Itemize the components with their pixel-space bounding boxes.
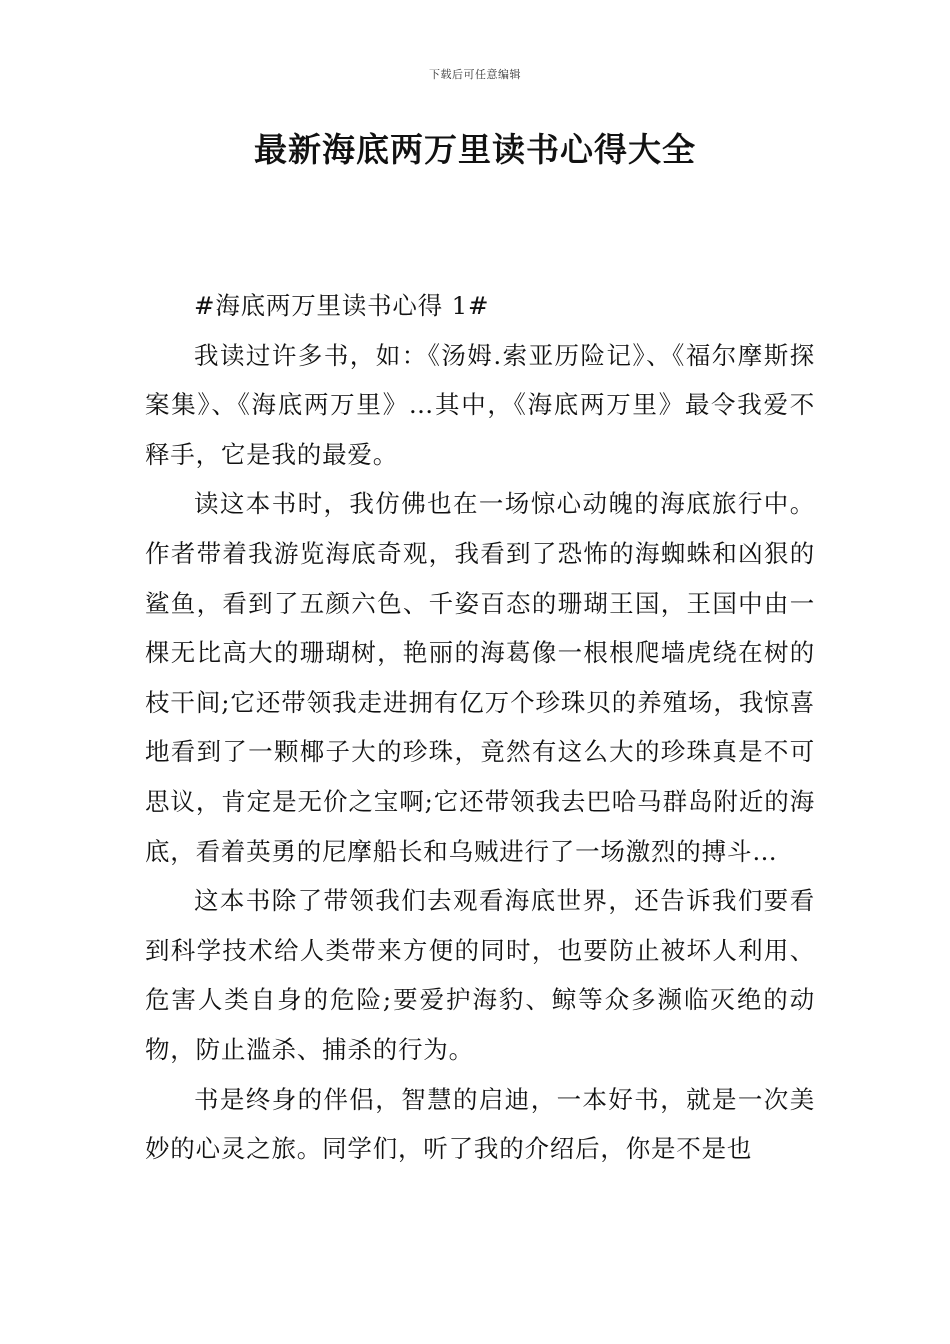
- document-body: [145, 281, 815, 1174]
- paragraph: 我读过许多书，如：《汤姆.索亚历险记》、《福尔摩斯探案集》、《海底两万里》…其中，《海底两万里》最令我爱不释手，它是我的最爱。: [145, 340, 815, 469]
- document-title: 最新海底两万里读书心得大全: [254, 130, 696, 169]
- paragraph: 读这本书时，我仿佛也在一场惊心动魄的海底旅行中。作者带着我游览海底奇观，我看到了恐怖的海蜘蛛和凶狠的鲨鱼，看到了五颜六色、千姿百态的珊瑚王国，王国中由一棵无比高大的珊瑚树，艳丽的海葛像一根根爬墙虎绕在树的枝干间;它还带领我走进拥有亿万个珍珠贝的养殖场，我惊喜地看到了一颗椰子大的珍珠，竟然有这么大的珍珠真是不可思议，肯定是无价之宝啊;它还带领我去巴哈马群岛附近的海底，看着英勇的尼摩船长和乌贼进行了一场激烈的搏斗…: [145, 489, 815, 866]
- header-note: 下载后可任意编辑: [429, 68, 521, 81]
- paragraph: 书是终身的伴侣，智慧的启迪，一本好书，就是一次美妙的心灵之旅。同学们，听了我的介绍后，你是不是也: [145, 1084, 815, 1164]
- paragraph: 这本书除了带领我们去观看海底世界，还告诉我们要看到科学技术给人类带来方便的同时，也要防止被坏人利用、危害人类自身的危险;要爱护海豹、鲸等众多濒临灭绝的动物，防止滥杀、捕杀的行为。: [145, 886, 815, 1064]
- section-heading: #海底两万里读书心得 1#: [194, 291, 490, 320]
